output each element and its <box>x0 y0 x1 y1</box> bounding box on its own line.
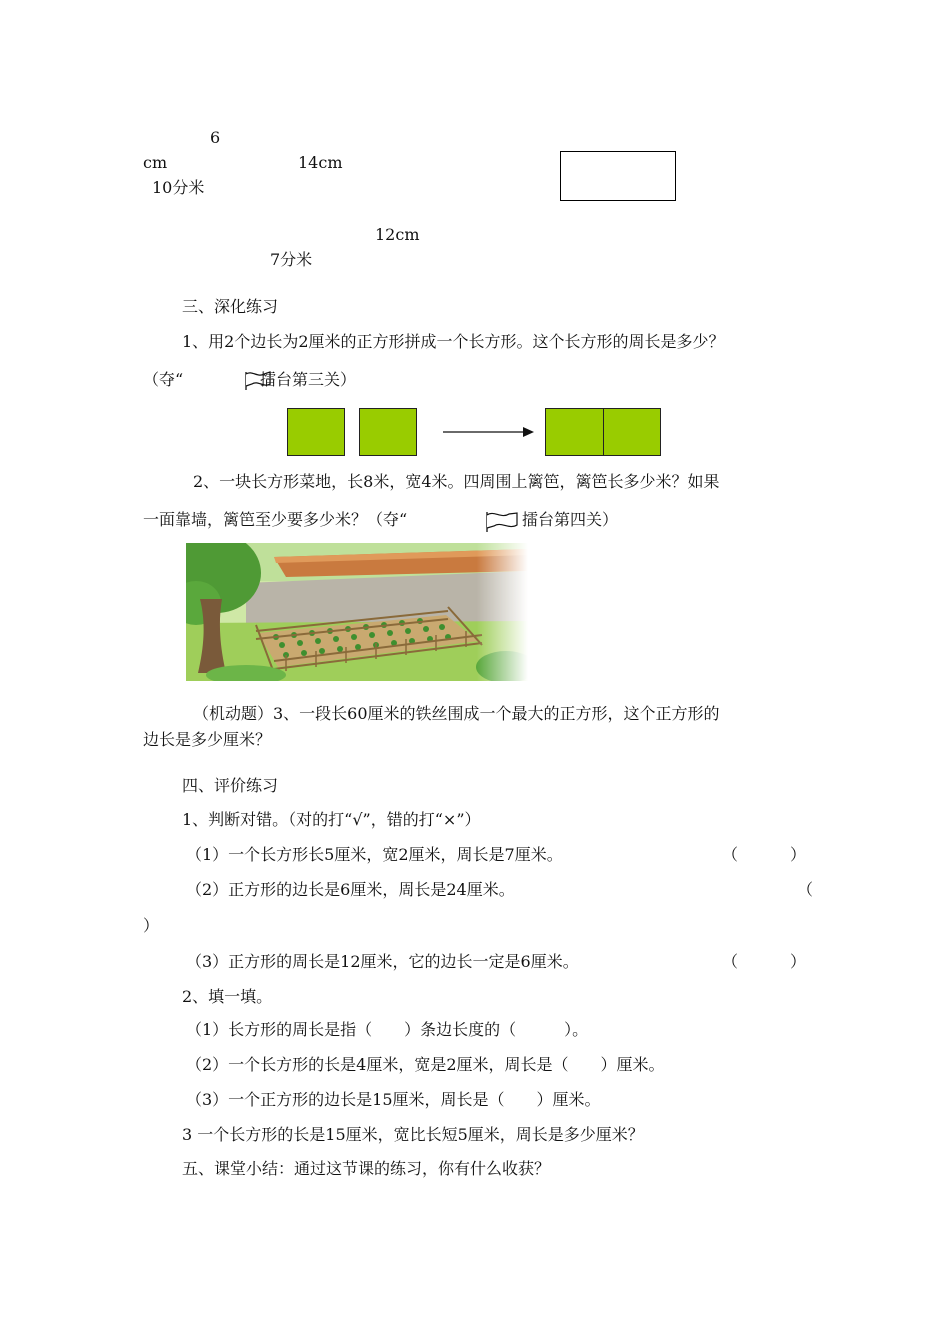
fill-title: 2、填一填。 <box>182 987 273 1006</box>
answer-paren-open-1: （ <box>722 845 739 864</box>
green-square-2 <box>359 408 417 456</box>
section3-q1-line1: 1、用2个边长为2厘米的正方形拼成一个长方形。这个长方形的周长是多少？ <box>182 332 725 351</box>
judge-item-1: （1）一个长方形长5厘米，宽2厘米，周长是7厘米。 <box>186 845 563 864</box>
vegetable-garden-image <box>186 543 528 681</box>
figure-label-12cm: 12cm <box>375 225 420 244</box>
answer-paren-open-2: （ <box>797 880 814 899</box>
figure-label-10dm: 10分米 <box>152 178 205 197</box>
fill-item-2: （2）一个长方形的长是4厘米，宽是2厘米，周长是（ ）厘米。 <box>186 1055 665 1074</box>
judge-item-3: （3）正方形的周长是12厘米，它的边长一定是6厘米。 <box>186 952 579 971</box>
judge-title: 1、判断对错。（对的打“√”，错的打“×”） <box>182 810 481 829</box>
fill-item-1: （1）长方形的周长是指（ ）条边长度的（ ）。 <box>186 1020 589 1039</box>
section3-q3-line1: （机动题）3、一段长60厘米的铁丝围成一个最大的正方形，这个正方形的 <box>193 704 720 723</box>
section5-title: 五、课堂小结：通过这节课的练习，你有什么收获？ <box>182 1159 551 1178</box>
section3-q2-line1: 2、一块长方形菜地，长8米，宽4米。四周围上篱笆，篱笆长多少米？如果 <box>193 472 720 491</box>
figure-label-6: 6 <box>210 128 221 147</box>
arrow-right-icon <box>443 424 535 440</box>
answer-paren-close-3: ） <box>790 952 807 971</box>
section3-title: 三、深化练习 <box>182 297 279 316</box>
section4-q3: 3 一个长方形的长是15厘米，宽比长短5厘米，周长是多少厘米？ <box>182 1125 644 1144</box>
section3-q1-suffix: 擂台第三关） <box>260 370 357 389</box>
green-square-1 <box>287 408 345 456</box>
section3-q3-line2: 边长是多少厘米？ <box>143 730 272 749</box>
section3-q2-prefix: 一面靠墙，篱笆至少要多少米？（夺“ <box>143 510 408 529</box>
section3-q2-suffix: 擂台第四关） <box>522 510 619 529</box>
combined-rect-left <box>545 408 604 456</box>
answer-paren-open-3: （ <box>722 952 739 971</box>
answer-paren-close-1: ） <box>790 845 807 864</box>
section3-q1-prefix: （夺“ <box>143 370 184 389</box>
figure-label-14cm: 14cm <box>298 153 343 172</box>
combined-rect-right <box>603 408 661 456</box>
section4-title: 四、评价练习 <box>182 776 279 795</box>
answer-paren-close-2: ） <box>143 916 160 935</box>
fill-item-3: （3）一个正方形的边长是15厘米，周长是（ ）厘米。 <box>186 1090 601 1109</box>
flag-icon <box>485 510 521 534</box>
judge-item-2: （2）正方形的边长是6厘米，周长是24厘米。 <box>186 880 515 899</box>
figure-label-7dm: 7分米 <box>270 250 313 269</box>
rectangle-figure <box>560 151 676 201</box>
figure-label-cm: cm <box>143 153 168 172</box>
